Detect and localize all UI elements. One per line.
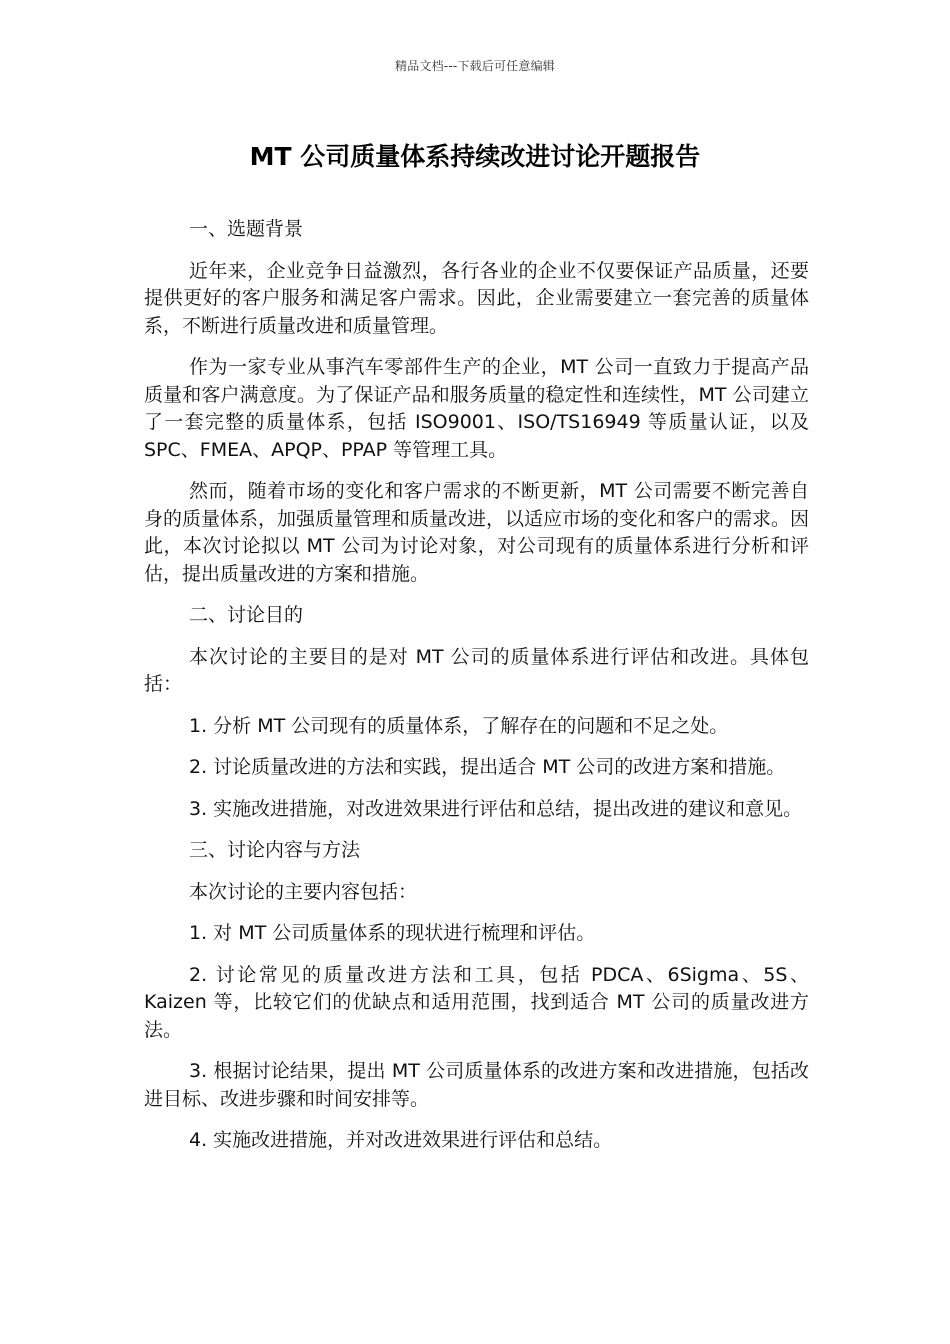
paragraph: 本次讨论的主要目的是对 MT 公司的质量体系进行评估和改进。具体包括： [144,645,809,695]
document-body [144,216,809,1169]
list-item: 3. 实施改进措施，对改进效果进行评估和总结，提出改进的建议和意见。 [189,797,803,820]
section-heading-purpose: 二、讨论目的 [189,604,304,626]
paragraph: 本次讨论的主要内容包括： [189,880,418,903]
list-item: 3. 根据讨论结果，提出 MT 公司质量体系的改进方案和改进措施，包括改进目标、改进步骤和时间安排等。 [144,1060,809,1110]
list-item: 1. 对 MT 公司质量体系的现状进行梳理和评估。 [189,922,596,944]
section-heading-content-method: 三、讨论内容与方法 [189,839,361,861]
list-item: 1. 分析 MT 公司现有的质量体系，了解存在的问题和不足之处。 [189,714,729,737]
paragraph: 近年来，企业竞争日益激烈，各行各业的企业不仅要保证产品质量，还要提供更好的客户服务和满足客户需求。因此，企业需要建立一套完善的质量体系，不断进行质量改进和质量管理。 [144,259,809,337]
document-title: MT 公司质量体系持续改进讨论开题报告 [249,142,701,171]
paragraph: 作为一家专业从事汽车零部件生产的企业，MT 公司一直致力于提高产品质量和客户满意度。为了保证产品和服务质量的稳定性和连续性，MT 公司建立了一套完整的质量体系，包括 ISO9001、ISO/TS16949 等质量认证，以及 SPC、FMEA、APQP、PPAP 等管理工具。 [144,356,809,461]
section-heading-background: 一、选题背景 [189,218,304,240]
list-item: 2. 讨论常见的质量改进方法和工具，包括 PDCA、6Sigma、5S、Kaizen 等，比较它们的优缺点和适用范围，找到适合 MT 公司的质量改进方法。 [144,963,809,1041]
header-note: 精品文档---下载后可任意编辑 [395,59,555,73]
paragraph: 然而，随着市场的变化和客户需求的不断更新，MT 公司需要不断完善自身的质量体系，加强质量管理和质量改进，以适应市场的变化和客户的需求。因此，本次讨论拟以 MT 公司为讨论对象，对公司现有的质量体系进行分析和评估，提出质量改进的方案和措施。 [144,480,810,585]
list-item: 4. 实施改进措施，并对改进效果进行评估和总结。 [189,1129,613,1151]
list-item: 2. 讨论质量改进的方法和实践，提出适合 MT 公司的改进方案和措施。 [189,756,786,778]
